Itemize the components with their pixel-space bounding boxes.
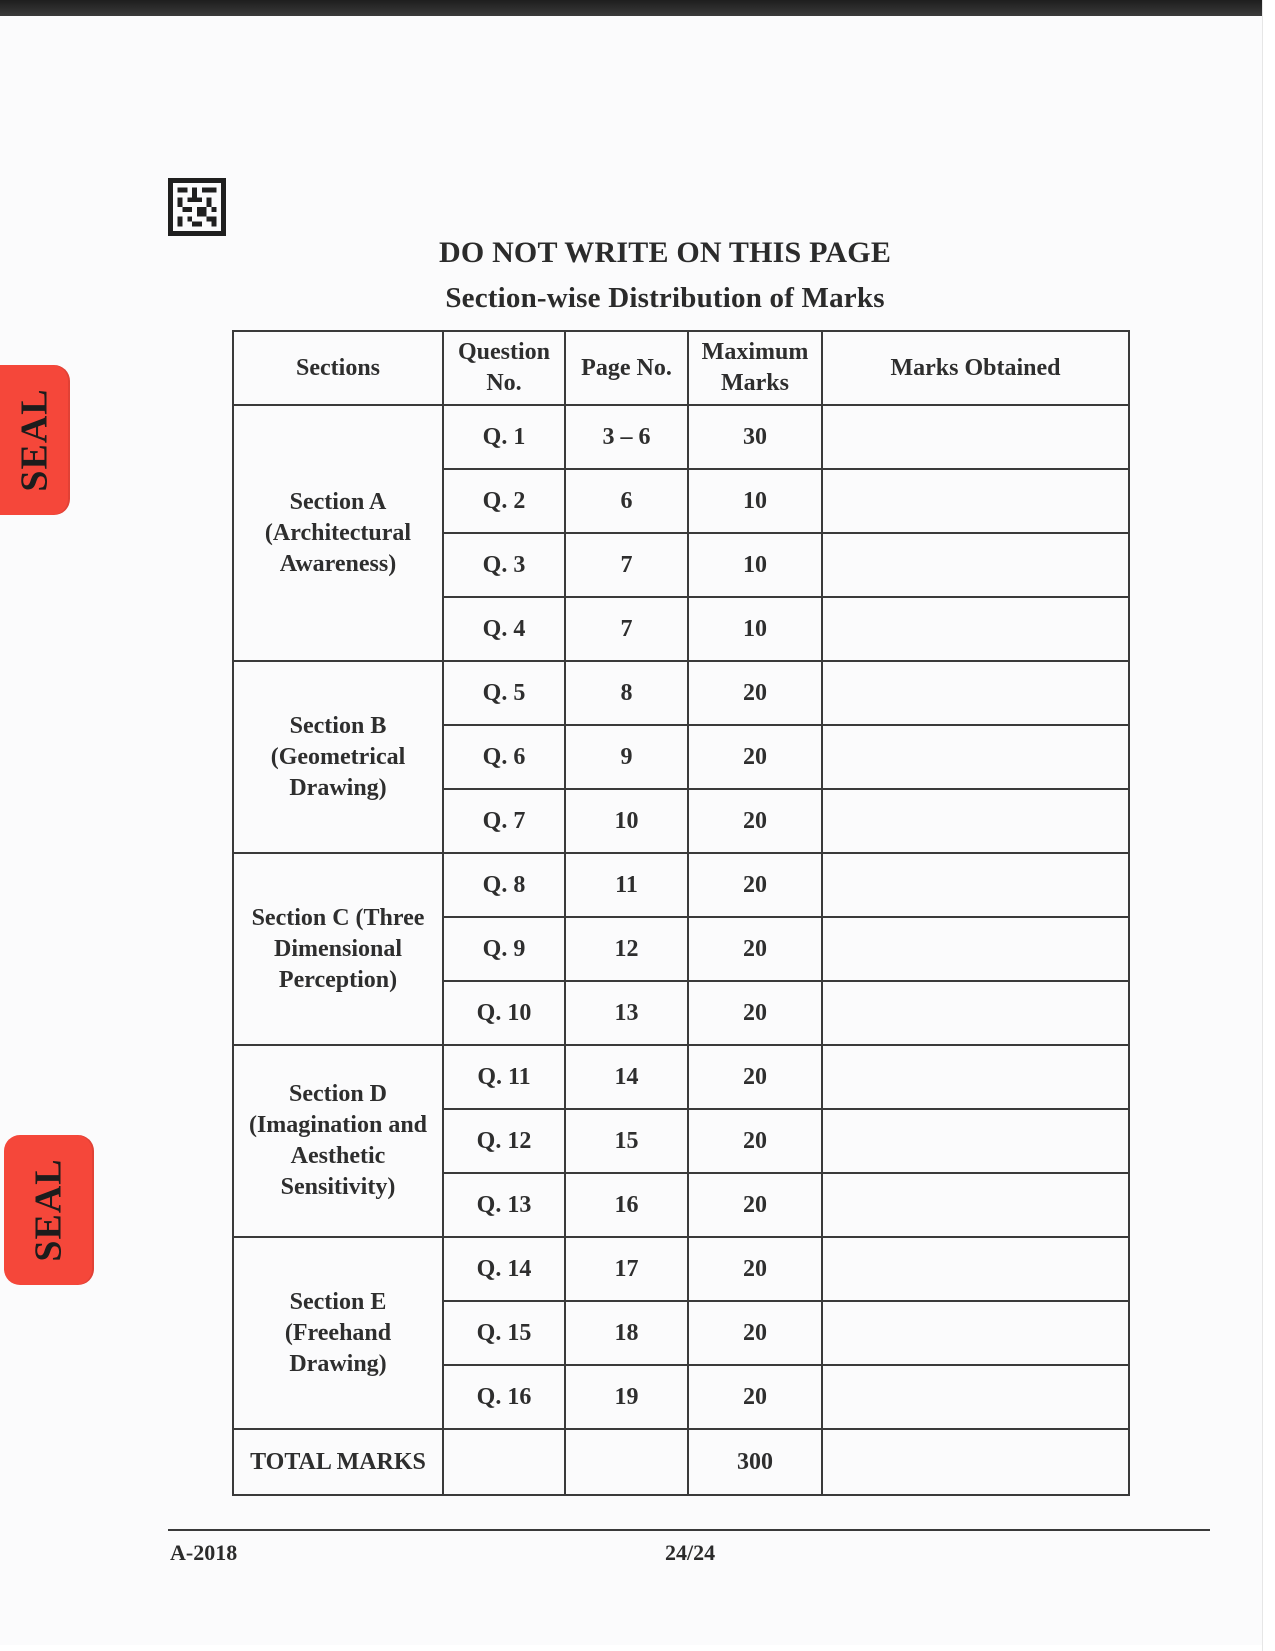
marks-obtained-cell [822,405,1129,469]
page-cell: 9 [565,725,688,789]
question-cell: Q. 14 [443,1237,565,1301]
marks-obtained-cell [822,853,1129,917]
max-marks-cell: 20 [688,917,822,981]
table-header-row [233,331,1129,405]
qr-code-icon [168,178,226,236]
max-marks-cell: 20 [688,853,822,917]
max-marks-cell: 20 [688,1109,822,1173]
question-cell: Q. 1 [443,405,565,469]
total-max-marks: 300 [688,1429,822,1495]
max-marks-cell: 20 [688,1365,822,1429]
header-maximum-marks: Maximum Marks [688,331,822,405]
header-sections: Sections [233,331,443,405]
question-cell: Q. 4 [443,597,565,661]
question-cell: Q. 7 [443,789,565,853]
page-cell [565,1429,688,1495]
seal-tab [0,365,70,515]
page-cell: 12 [565,917,688,981]
question-cell: Q. 11 [443,1045,565,1109]
question-cell [443,1429,565,1495]
marks-obtained-cell [822,469,1129,533]
page-cell: 6 [565,469,688,533]
page-cell: 18 [565,1301,688,1365]
max-marks-cell: 20 [688,981,822,1045]
page-cell: 13 [565,981,688,1045]
max-marks-cell: 10 [688,597,822,661]
question-cell: Q. 6 [443,725,565,789]
table-row [233,405,1129,469]
marks-obtained-cell [822,917,1129,981]
table-row [233,1045,1129,1109]
page-title: DO NOT WRITE ON THIS PAGE [438,236,892,269]
question-cell: Q. 9 [443,917,565,981]
max-marks-cell: 30 [688,405,822,469]
marks-obtained-cell [822,1109,1129,1173]
question-cell: Q. 2 [443,469,565,533]
header-marks-obtained: Marks Obtained [822,331,1129,405]
max-marks-cell: 20 [688,1045,822,1109]
table-row [233,853,1129,917]
page-cell: 10 [565,789,688,853]
marks-obtained-cell [822,1365,1129,1429]
question-cell: Q. 16 [443,1365,565,1429]
marks-obtained-cell [822,1301,1129,1365]
question-cell: Q. 13 [443,1173,565,1237]
marks-obtained-cell [822,661,1129,725]
page-cell: 7 [565,533,688,597]
page-cell: 17 [565,1237,688,1301]
question-cell: Q. 10 [443,981,565,1045]
header-page-no: Page No. [565,331,688,405]
page-cell: 14 [565,1045,688,1109]
marks-obtained-cell [822,725,1129,789]
page-cell: 7 [565,597,688,661]
scan-edge [0,0,1262,16]
marks-obtained-cell [822,1429,1129,1495]
max-marks-cell: 20 [688,1301,822,1365]
table-row [233,1237,1129,1301]
marks-obtained-cell [822,533,1129,597]
total-row [233,1429,1129,1495]
page-cell: 3 – 6 [565,405,688,469]
max-marks-cell: 10 [688,469,822,533]
max-marks-cell: 20 [688,1173,822,1237]
seal-label: SEAL [28,1158,70,1262]
section-cell: Section D (Imagination and Aesthetic Sensitivity) [233,1045,443,1237]
page-number: 24/24 [665,1540,716,1565]
page-cell: 11 [565,853,688,917]
seal-tab [4,1135,94,1285]
page-subtitle: Section-wise Distribution of Marks [445,282,885,314]
scan-margin [1262,0,1275,1651]
max-marks-cell: 20 [688,661,822,725]
seal-label: SEAL [14,388,56,492]
section-cell: Section C (Three Dimensional Perception) [233,853,443,1045]
section-cell: Section E (Freehand Drawing) [233,1237,443,1429]
header-question-no: Question No. [443,331,565,405]
total-label: TOTAL MARKS [233,1429,443,1495]
marks-obtained-cell [822,597,1129,661]
marks-obtained-cell [822,1237,1129,1301]
marks-obtained-cell [822,1045,1129,1109]
page-cell: 8 [565,661,688,725]
max-marks-cell: 20 [688,1237,822,1301]
section-cell: Section A (Architectural Awareness) [233,405,443,661]
booklet-code: A-2018 [170,1540,238,1565]
marks-obtained-cell [822,789,1129,853]
max-marks-cell: 10 [688,533,822,597]
question-cell: Q. 3 [443,533,565,597]
question-cell: Q. 12 [443,1109,565,1173]
question-cell: Q. 8 [443,853,565,917]
footer-divider [168,1529,1210,1531]
marks-obtained-cell [822,981,1129,1045]
max-marks-cell: 20 [688,789,822,853]
page-cell: 19 [565,1365,688,1429]
page-cell: 15 [565,1109,688,1173]
marks-obtained-cell [822,1173,1129,1237]
page-cell: 16 [565,1173,688,1237]
question-cell: Q. 15 [443,1301,565,1365]
table-row [233,661,1129,725]
marks-table [232,330,1130,1496]
max-marks-cell: 20 [688,725,822,789]
section-cell: Section B (Geometrical Drawing) [233,661,443,853]
question-cell: Q. 5 [443,661,565,725]
